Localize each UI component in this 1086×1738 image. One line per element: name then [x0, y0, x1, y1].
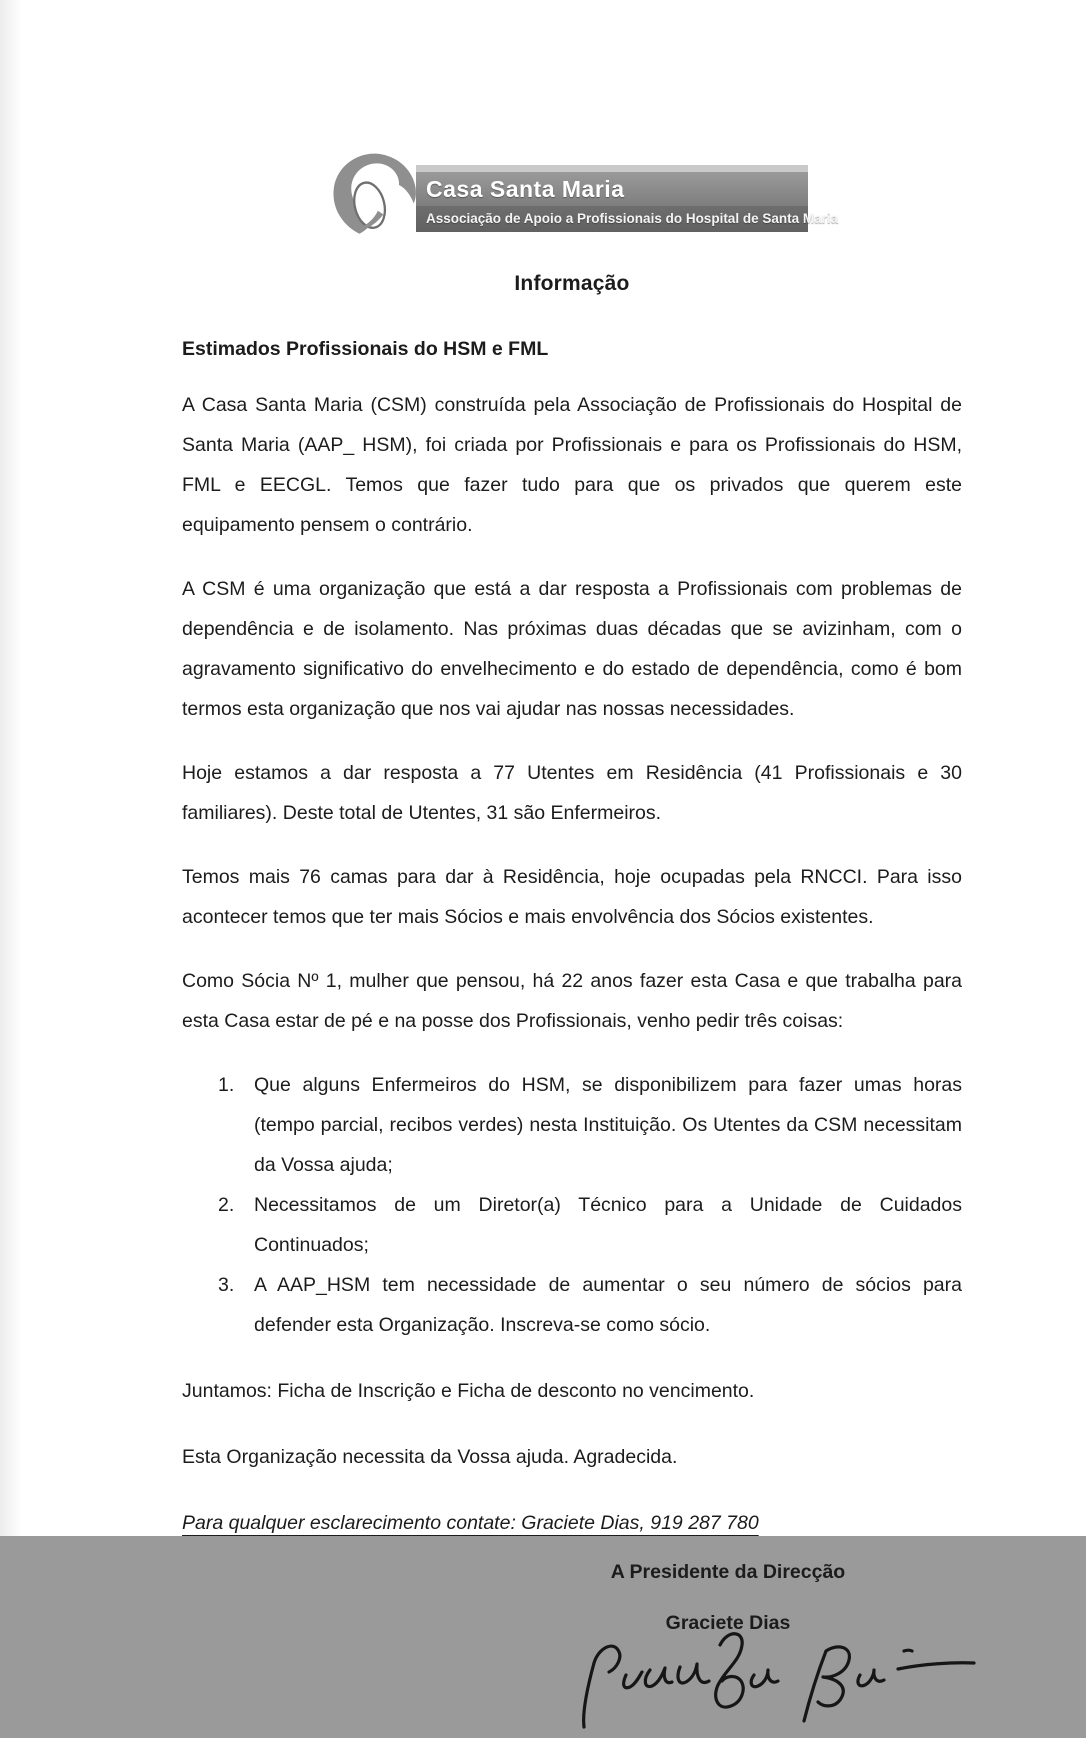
paragraph-1: A Casa Santa Maria (CSM) construída pela Associação de Profissionais do Hospital de Santa Maria (AAP_ HSM), foi criada por Profissionais e para os Profissionais do HSM, FML e EECGL. Temos que fazer tudo para que os privados que querem este equipamento pensem o contrário. — [182, 394, 962, 536]
list-item-text: Necessitamos de um Diretor(a) Técnico para a Unidade de Cuidados Continuados; — [254, 1194, 962, 1256]
paragraph-5: Como Sócia Nº 1, mulher que pensou, há 22 anos fazer esta Casa e que trabalha para esta Casa estar de pé e na posse dos Profissionais, venho pedir três coisas: — [182, 970, 962, 1032]
list-item — [218, 1265, 962, 1345]
signature-role: A Presidente da Direcção — [610, 1561, 846, 1583]
paragraph-3: Hoje estamos a dar resposta a 77 Utentes em Residência (41 Profissionais e 30 familiares). Deste total de Utentes, 31 são Enfermeiros. — [182, 762, 962, 824]
list-item-number: 3. — [218, 1274, 235, 1296]
list-item — [218, 1065, 962, 1185]
banner-title: Casa Santa Maria — [416, 172, 808, 206]
signature-name: Graciete Dias — [665, 1612, 791, 1634]
handwritten-signature — [518, 1623, 1038, 1738]
list-item-number: 1. — [218, 1074, 235, 1096]
list-item-number: 2. — [218, 1194, 235, 1216]
document-title: Informação — [514, 272, 630, 295]
salutation: Estimados Profissionais do HSM e FML — [182, 338, 549, 360]
casa-santa-maria-logo-icon — [328, 150, 424, 242]
paragraph-4: Temos mais 76 camas para dar à Residência, hoje ocupadas pela RNCCI. Para isso acontecer temos que ter mais Sócios e mais envolvência dos Sócios existentes. — [182, 866, 962, 928]
banner-subtitle: Associação de Apoio a Profissionais do Hospital de Santa Maria — [416, 206, 808, 232]
list-item-text: Que alguns Enfermeiros do HSM, se disponibilizem para fazer umas horas (tempo parcial, recibos verdes) nesta Instituição. Os Utentes da CSM necessitam da Vossa ajuda; — [254, 1074, 962, 1176]
paragraph-2: A CSM é uma organização que está a dar resposta a Profissionais com problemas de dependência e de isolamento. Nas próximas duas décadas que se avizinham, com o agravamento significativo do envelhecimento e do estado de dependência, como é bom termos esta organização que nos vai ajudar nas nossas necessidades. — [182, 578, 962, 720]
contact-line-text: Para qualquer esclarecimento contate: Graciete Dias, 919 287 780 — [182, 1512, 759, 1534]
contact-line — [182, 1503, 962, 1543]
letterhead-banner — [416, 165, 839, 232]
list-item-text: A AAP_HSM tem necessidade de aumentar o seu número de sócios para defender esta Organização. Inscreva-se como sócio. — [254, 1274, 962, 1336]
numbered-list — [218, 1065, 962, 1345]
closing-line-2: Esta Organização necessita da Vossa ajuda. Agradecida. — [182, 1446, 678, 1468]
letterhead — [328, 150, 962, 242]
closing-line-1: Juntamos: Ficha de Inscrição e Ficha de desconto no vencimento. — [182, 1380, 755, 1402]
list-item — [218, 1185, 962, 1265]
banner-top-strip — [416, 165, 808, 172]
signature-block — [558, 1561, 898, 1738]
